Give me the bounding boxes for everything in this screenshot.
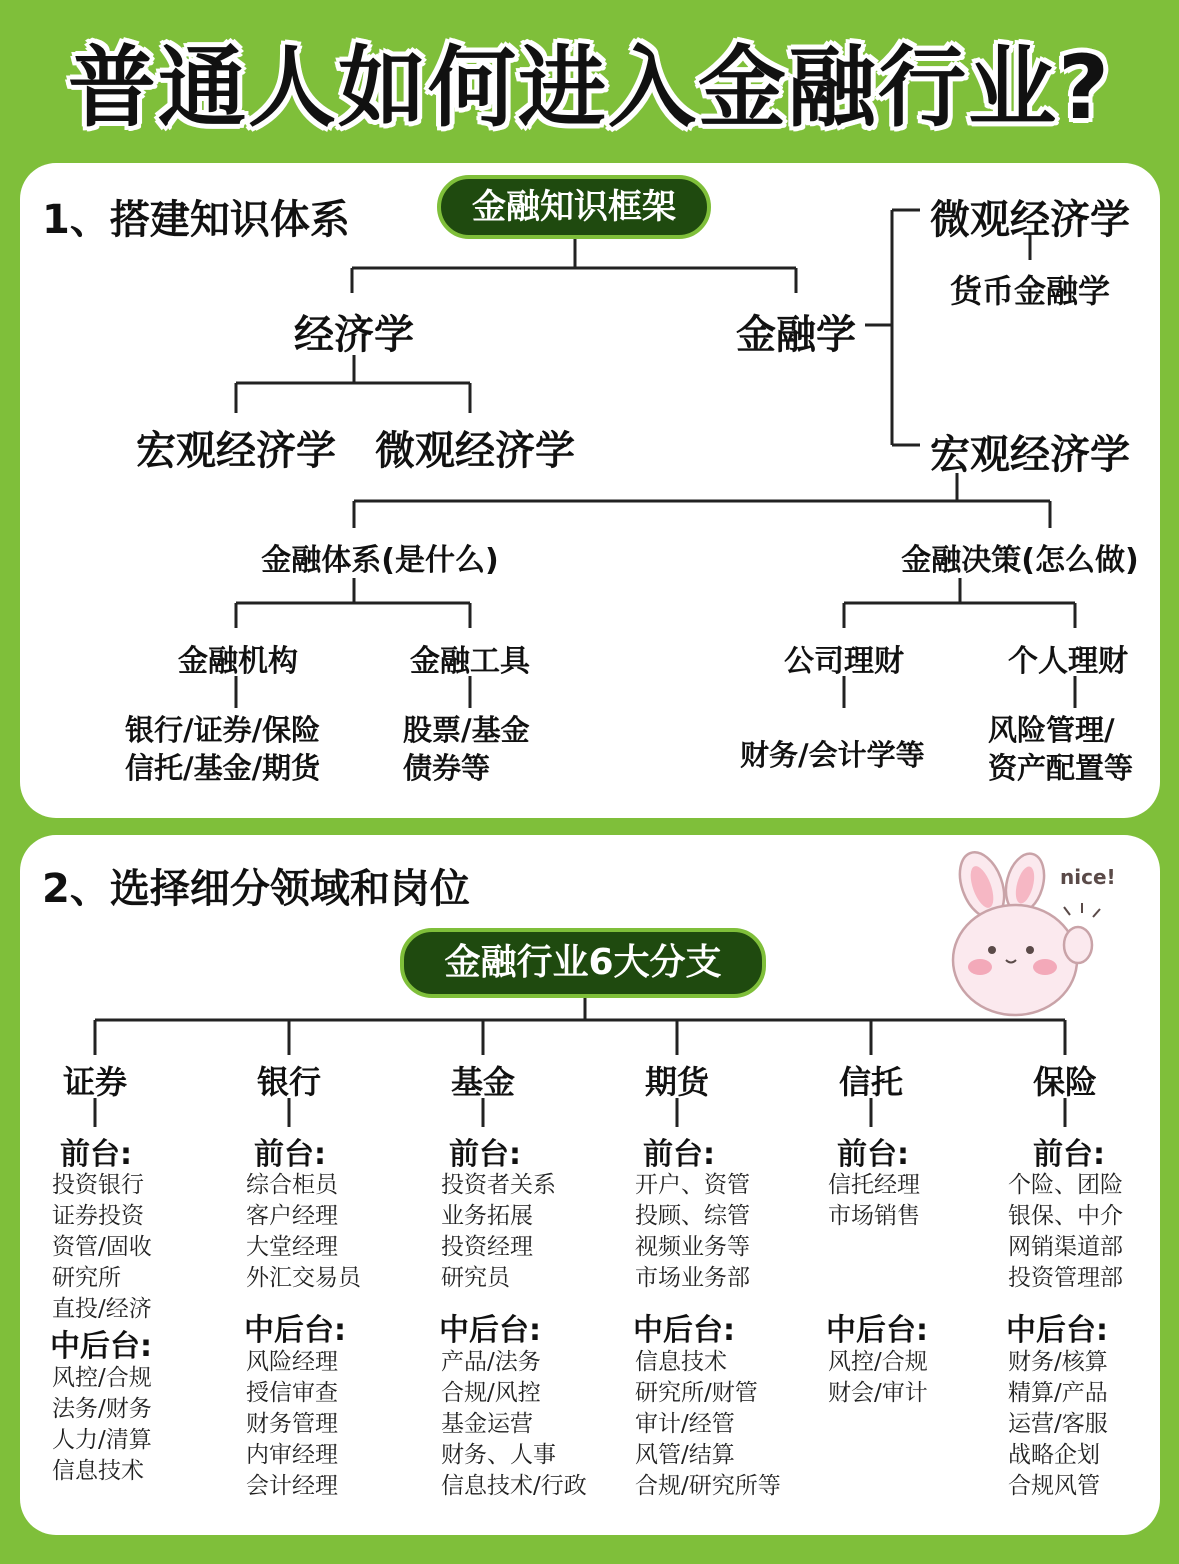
role-item: 精算/产品 [1008,1380,1108,1406]
personal-finance-node: 个人理财 [1008,644,1128,679]
role-item: 财务/核算 [1008,1349,1108,1375]
role-item: 合规/风控 [441,1380,541,1406]
front-office-list [52,1170,152,1325]
branch-name: 银行 [256,1063,322,1101]
role-item: 客户经理 [246,1203,338,1229]
back-office-list [635,1347,781,1502]
role-item: 外汇交易员 [246,1265,361,1291]
role-item: 战略企划 [1008,1442,1100,1468]
back-office-list [52,1363,152,1487]
role-item: 风控/合规 [52,1365,152,1391]
role-item: 投资者关系 [441,1172,556,1198]
role-item: 风控/合规 [828,1349,928,1375]
role-item: 银保、中介 [1008,1203,1123,1229]
branch-name: 保险 [1032,1063,1098,1101]
back-office-label: 中后台: [1006,1313,1108,1348]
back-office-list [1008,1347,1108,1502]
front-office-label: 前台: [837,1137,909,1172]
knowledge-system-panel [20,163,1160,818]
branch-name: 信托 [838,1063,904,1101]
back-office-label: 中后台: [826,1313,928,1348]
personal-finance-detail: 风险管理/ 资产配置等 [988,713,1134,785]
role-item: 合规风管 [1008,1473,1100,1499]
role-item: 风险经理 [246,1349,338,1375]
finance-micro-node: 微观经济学 [930,197,1130,243]
microeconomics-node: 微观经济学 [375,428,575,474]
role-item: 个险、团险 [1008,1172,1123,1198]
role-item: 财务管理 [246,1411,338,1437]
section2-heading: 2、选择细分领域和岗位 [42,866,470,912]
role-item: 直投/经济 [52,1296,152,1322]
back-office-label: 中后台: [244,1313,346,1348]
front-office-label: 前台: [1033,1137,1105,1172]
back-office-list [828,1347,928,1409]
role-item: 财会/审计 [828,1380,928,1406]
role-item: 视频业务等 [635,1234,750,1260]
role-item: 会计经理 [246,1473,338,1499]
role-item: 证券投资 [52,1203,144,1229]
role-item: 大堂经理 [246,1234,338,1260]
financial-institutions-node: 金融机构 [178,644,298,679]
role-item: 综合柜员 [246,1172,338,1198]
financial-instruments-node: 金融工具 [410,644,530,679]
front-office-list [1008,1170,1123,1294]
role-item: 研究所/财管 [635,1380,758,1406]
institutions-detail: 银行/证券/保险 信托/基金/期货 [125,713,321,785]
front-office-label: 前台: [60,1137,132,1172]
career-branches-panel [20,835,1160,1535]
role-item: 研究所 [52,1265,121,1291]
role-item: 运营/客服 [1008,1411,1108,1437]
finance-node: 金融学 [736,312,856,358]
role-item: 开户、资管 [635,1172,750,1198]
role-item: 风管/结算 [635,1442,735,1468]
front-office-list [441,1170,556,1294]
monetary-finance-node: 货币金融学 [949,272,1111,310]
role-item: 投资经理 [441,1234,533,1260]
macroeconomics-node: 宏观经济学 [136,428,336,474]
role-item: 财务、人事 [441,1442,556,1468]
front-office-label: 前台: [643,1137,715,1172]
branches-root-pill: 金融行业6大分支 [400,928,766,998]
front-office-list [828,1170,920,1232]
role-item: 研究员 [441,1265,510,1291]
role-item: 投资银行 [52,1172,144,1198]
role-item: 投顾、综管 [635,1203,750,1229]
role-item: 投资管理部 [1008,1265,1123,1291]
page-title: 普通人如何进入金融行业? [67,36,1112,139]
branch-name: 期货 [644,1063,710,1101]
knowledge-root-pill: 金融知识框架 [437,175,711,239]
role-item: 市场销售 [828,1203,920,1229]
front-office-label: 前台: [254,1137,326,1172]
bunny-sticker [930,845,1130,1020]
role-item: 基金运营 [441,1411,533,1437]
back-office-list [441,1347,587,1502]
role-item: 合规/研究所等 [635,1473,781,1499]
back-office-label: 中后台: [633,1313,735,1348]
financial-decision-node: 金融决策(怎么做) [901,543,1139,578]
role-item: 信息技术/行政 [441,1473,587,1499]
sticker-caption: nice! [1060,865,1116,889]
role-item: 业务拓展 [441,1203,533,1229]
role-item: 人力/清算 [52,1427,152,1453]
financial-system-node: 金融体系(是什么) [261,543,499,578]
role-item: 法务/财务 [52,1396,152,1422]
role-item: 产品/法务 [441,1349,541,1375]
front-office-label: 前台: [449,1137,521,1172]
finance-macro-node: 宏观经济学 [930,432,1130,478]
front-office-list [246,1170,361,1294]
front-office-list [635,1170,750,1294]
section1-heading: 1、搭建知识体系 [42,197,350,243]
branch-name: 基金 [450,1063,516,1101]
economics-node: 经济学 [294,312,414,358]
back-office-label: 中后台: [50,1329,152,1364]
role-item: 网销渠道部 [1008,1234,1123,1260]
role-item: 资管/固收 [52,1234,152,1260]
role-item: 授信审查 [246,1380,338,1406]
instruments-detail: 股票/基金 债券等 [403,713,530,785]
role-item: 信托经理 [828,1172,920,1198]
branch-name: 证券 [62,1063,128,1101]
role-item: 信息技术 [635,1349,727,1375]
role-item: 内审经理 [246,1442,338,1468]
corporate-finance-detail: 财务/会计学等 [740,738,925,772]
role-item: 审计/经管 [635,1411,735,1437]
role-item: 信息技术 [52,1458,144,1484]
corporate-finance-node: 公司理财 [784,644,904,679]
role-item: 市场业务部 [635,1265,750,1291]
back-office-label: 中后台: [439,1313,541,1348]
back-office-list [246,1347,338,1502]
